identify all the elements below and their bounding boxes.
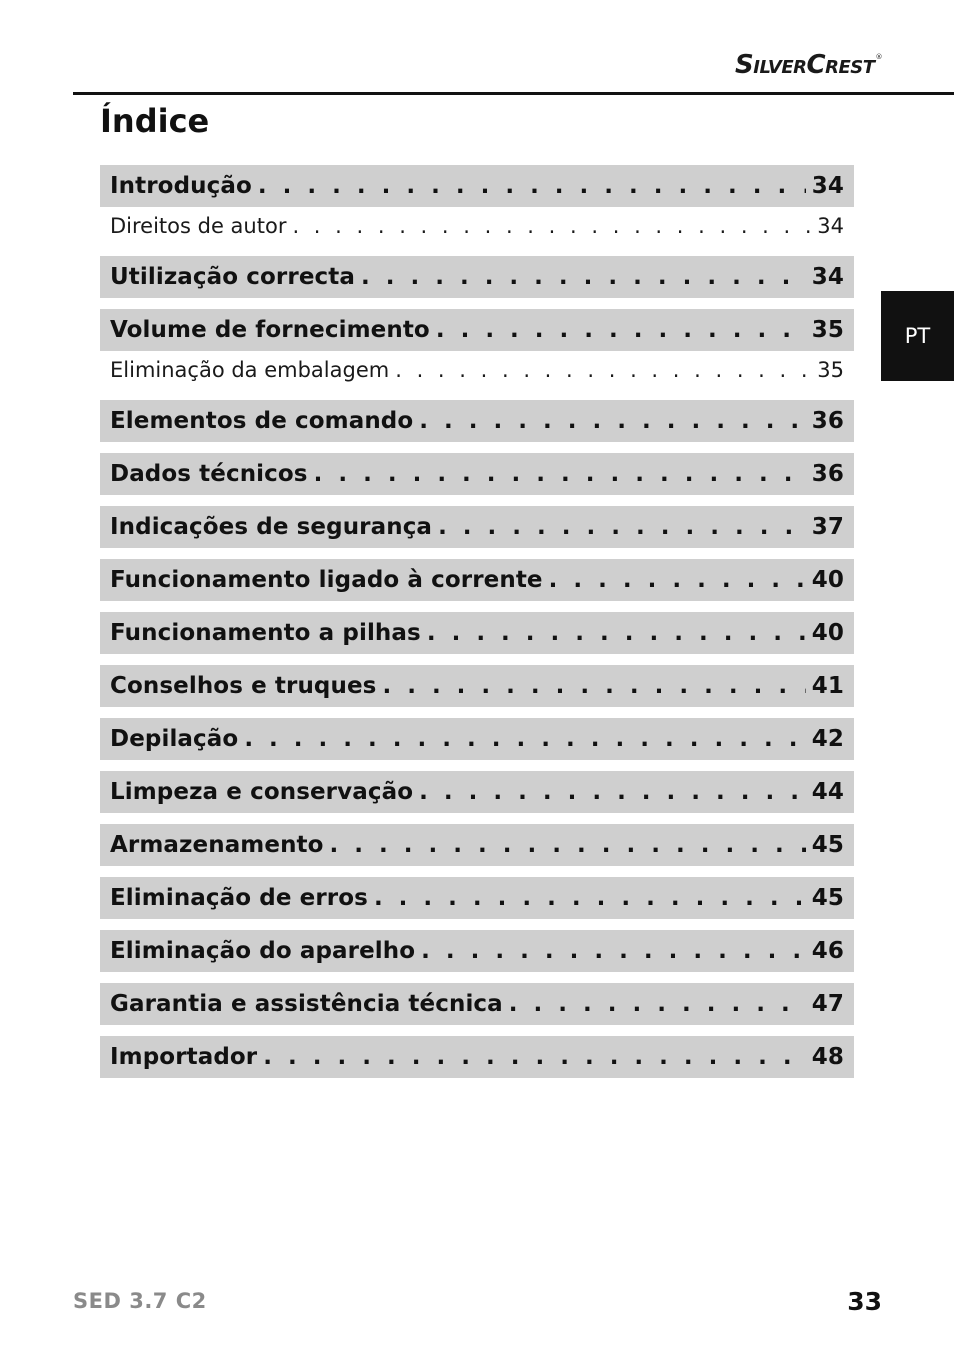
toc-entry[interactable] (100, 718, 854, 760)
language-tab: PT (881, 291, 954, 381)
toc-entry-label: Eliminação de erros (110, 885, 368, 911)
toc-leader (395, 358, 811, 382)
toc-entry-label: Utilização correcta (110, 264, 355, 290)
toc-leader (292, 214, 811, 238)
toc-entry-page: 45 (811, 832, 844, 858)
toc-leader (549, 567, 806, 593)
toc-leader (421, 938, 806, 964)
toc-entry-page: 44 (811, 779, 844, 805)
toc-entry[interactable] (100, 824, 854, 866)
toc-entry-page: 35 (817, 358, 844, 382)
toc-leader (314, 461, 806, 487)
toc-entry-label: Dados técnicos (110, 461, 308, 487)
toc-entry[interactable] (100, 771, 854, 813)
brand-name: SilverCrest (735, 50, 875, 80)
toc-entry-page: 41 (811, 673, 844, 699)
toc-entry[interactable] (100, 612, 854, 654)
toc-leader (382, 673, 805, 699)
toc-entry-label: Direitos de autor (110, 214, 287, 238)
toc-entry-label: Introdução (110, 173, 252, 199)
toc-entry-page: 40 (811, 620, 844, 646)
toc-entry[interactable] (100, 1036, 854, 1078)
toc-entry-label: Funcionamento a pilhas (110, 620, 421, 646)
toc-entry[interactable] (100, 930, 854, 972)
toc-leader (258, 173, 806, 199)
toc-entry-page: 47 (811, 991, 844, 1017)
toc-entry-page: 36 (811, 461, 844, 487)
toc-subentry[interactable] (100, 207, 854, 245)
toc-entry-label: Limpeza e conservação (110, 779, 414, 805)
toc-leader (263, 1044, 806, 1070)
toc-entry[interactable] (100, 256, 854, 298)
toc-entry-page: 35 (811, 317, 844, 343)
toc-leader (438, 514, 806, 540)
toc-leader (419, 408, 806, 434)
toc-entry-label: Funcionamento ligado à corrente (110, 567, 543, 593)
toc-entry[interactable] (100, 665, 854, 707)
toc-entry[interactable] (100, 309, 854, 351)
toc-entry[interactable] (100, 983, 854, 1025)
toc-leader (509, 991, 806, 1017)
toc-entry-label: Depilação (110, 726, 239, 752)
page-number: 33 (847, 1287, 882, 1316)
toc-entry-label: Eliminação do aparelho (110, 938, 416, 964)
toc-leader (436, 317, 806, 343)
toc-entry[interactable] (100, 877, 854, 919)
toc-entry-label: Elementos de comando (110, 408, 414, 434)
page-title: Índice (100, 102, 210, 140)
toc-leader (374, 885, 806, 911)
toc-entry-label: Conselhos e truques (110, 673, 377, 699)
toc-entry-page: 45 (811, 885, 844, 911)
toc-entry-page: 34 (817, 214, 844, 238)
toc-entry-label: Indicações de segurança (110, 514, 433, 540)
toc-entry[interactable] (100, 506, 854, 548)
header-rule (73, 92, 954, 95)
toc-entry-page: 42 (811, 726, 844, 752)
toc-subentry[interactable] (100, 351, 854, 389)
toc-entry-page: 37 (811, 514, 844, 540)
brand-logo (735, 50, 882, 80)
toc-entry-page: 48 (811, 1044, 844, 1070)
toc-entry-page: 34 (811, 264, 844, 290)
toc-leader (244, 726, 805, 752)
toc-leader (361, 264, 806, 290)
toc-entry[interactable] (100, 453, 854, 495)
toc-entry[interactable] (100, 165, 854, 207)
registered-mark: ® (875, 53, 882, 61)
toc-entry-label: Armazenamento (110, 832, 324, 858)
model-number: SED 3.7 C2 (73, 1289, 207, 1313)
toc-entry-page: 40 (811, 567, 844, 593)
toc-leader (427, 620, 806, 646)
toc-entry-label: Volume de fornecimento (110, 317, 430, 343)
toc-leader (330, 832, 806, 858)
toc-entry[interactable] (100, 559, 854, 601)
toc-entry-page: 36 (811, 408, 844, 434)
toc-entry-label: Garantia e assistência técnica (110, 991, 503, 1017)
toc-entry-page: 46 (811, 938, 844, 964)
toc-entry-page: 34 (811, 173, 844, 199)
toc-entry-label: Eliminação da embalagem (110, 358, 390, 382)
toc-entry-label: Importador (110, 1044, 258, 1070)
table-of-contents (100, 165, 854, 1078)
toc-entry[interactable] (100, 400, 854, 442)
toc-leader (419, 779, 806, 805)
